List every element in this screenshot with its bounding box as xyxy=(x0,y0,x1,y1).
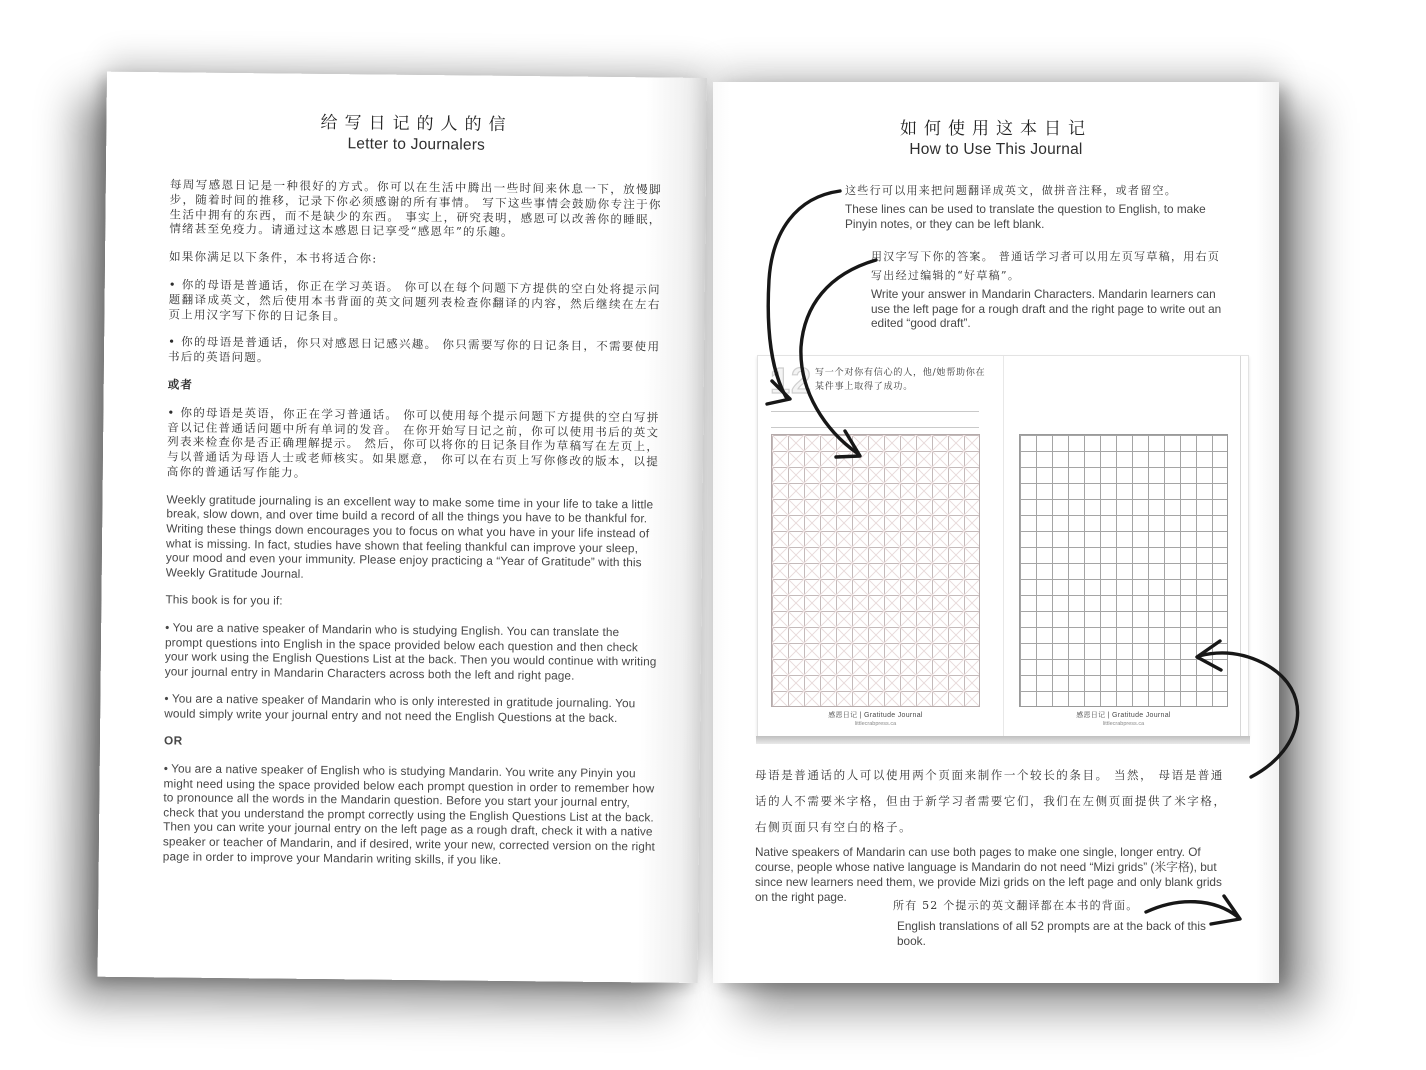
annotation-1-chinese: 这些行可以用来把问题翻译成英文，做拼音注释，或者留空。 xyxy=(845,184,1178,197)
left-page xyxy=(98,72,707,983)
mini-footer-site: littlecrabpress.ca xyxy=(854,721,897,727)
translation-line xyxy=(771,427,979,428)
annotation-1-english: These lines can be used to translate the question to English, to make Pinyin notes, or they can be left blank. xyxy=(845,202,1206,231)
bullet-chinese-1: • 你的母语是普通话，你正在学习英语。 你可以在每个问题下方提供的空白处将提示问题翻译成英文，然后使用本书背面的英文问题列表检查你翻译的内容，然后继续在左右页上用汉字写下你的日记条目。 xyxy=(168,277,661,323)
left-page-title-english: Letter to Journalers xyxy=(347,135,486,154)
left-page-title-chinese: 给写日记的人的信 xyxy=(320,112,513,135)
mini-page-seam xyxy=(1003,356,1004,736)
bullet-chinese-3: • 你的母语是英语，你正在学习普通话。 你可以使用每个提示问题下方提供的空白写拼音以记住普通话问题中所有单词的发音。 在你开始写日记之前，你可以使用书后的英文列表来检查你是否正确理解提示。 然后，你可以将你的日记条目作为草稿写在左页上，与以普通话为母语人士或老师核实。如果愿意， 你可以在右页上写你修改的版本，以提高你的普通话写作能力。 xyxy=(166,405,660,480)
mini-page-edge xyxy=(1240,356,1241,736)
paragraph-english-intro: Weekly gratitude journaling is an excellent way to make some time in your life to take a little break, slow down, and over time build a record of all the things you have to be thankful for. Writing these things down encourages you to focus on what you have in your life instead of what is missing. In fact, studies have shown that feeling thankful can improve your sleep, your mood and even your immunity. Please enjoy practicing a “Year of Gratitude” with this Weekly Gratitude Journal. xyxy=(165,492,654,581)
left-page-body xyxy=(163,177,662,868)
prompt-text: 写一个对你有信心的人，他/她帮助你在某件事上取得了成功。 xyxy=(815,368,986,392)
paragraph-chinese-intro: 每周写感恩日记是一种很好的方式。你可以在生活中腾出一些时间来休息一下，放慢脚步，随着时间的推移，记录下你必须感谢的所有事情。 写下这些事情会鼓励你专注于你生活中拥有的东西，而不是缺少的东西。 事实上，研究表明，感恩可以改善你的睡眠，情绪甚至免疫力。请通过这本感恩日记享受“感恩年”的乐趣。 xyxy=(169,177,662,240)
mizi-grid xyxy=(771,434,980,707)
right-page xyxy=(713,82,1279,983)
paragraph-chinese-condition: 如果你满足以下条件，本书将适合你: xyxy=(169,249,378,266)
translation-line xyxy=(771,411,979,412)
or-label-chinese: 或者 xyxy=(167,377,194,392)
mini-book-bottom-edge xyxy=(756,736,1250,744)
paragraph-mizi-chinese: 母语是普通话的人可以使用两个页面来制作一个较长的条目。 当然， 母语是普通话的人不需要米字格，但由于新学习者需要它们，我们在左侧页面提供了米字格，右侧页面只有空白的格子。 xyxy=(755,768,1227,834)
bullet-english-2: • You are a native speaker of Mandarin who is only interested in gratitude journaling. You would simply write your journal entry and not need the English Questions at the back. xyxy=(164,691,636,725)
paragraph-mizi-english: Native speakers of Mandarin can use both pages to make one single, longer entry. Of course, people whose native language is Mandarin do not need “Mizi grids” (米字格), but since new learners need them, we provide Mizi grids on the left page and only blank grids on the right page. xyxy=(755,845,1222,904)
bullet-english-1: • You are a native speaker of Mandarin who is studying English. You can translate the prompt questions into English in the space provided below each question and then check your work using the English Questions List at the back. Then you would continue with writing your journal entry in Mandarin Characters across both the left and right page. xyxy=(164,620,657,683)
annotation-2-chinese: 用汉字写下你的答案。 普通话学习者可以用左页写草稿，用右页写出经过编辑的“好草稿”。 xyxy=(871,250,1221,283)
mini-footer-site: littlecrabpress.ca xyxy=(1102,721,1145,727)
right-page-title-english: How to Use This Journal xyxy=(909,141,1083,158)
mini-left-footer xyxy=(771,710,980,727)
both-pages-explanation xyxy=(755,762,1233,905)
annotation-2-english: Write your answer in Mandarin Characters. Mandarin learners can use the left page for a rough draft and the right page to write out an edited “good draft”. xyxy=(871,287,1222,331)
mini-footer-title: 感恩日记 | Gratitude Journal xyxy=(828,712,923,719)
bullet-english-3: • You are a native speaker of English who is studying Mandarin. You write any Pinyin you might need using the space provided below each prompt question in order to remember how to pronounce all the words in the Mandarin question. Before you start your journal entry, check that you understand the prompt correctly using the English Questions List at the back. Then you can write your journal entry on the left page as a rough draft, check it with a native speaker or teacher of Mandarin, and if desired, write your new, corrected version on the right page in order to improve your Mandarin writing skills, if you like. xyxy=(162,761,656,867)
mini-right-footer xyxy=(1019,710,1228,727)
annotation-back-of-book xyxy=(893,897,1213,949)
journal-example-thumbnail xyxy=(757,355,1249,736)
prompt-number: 12 xyxy=(770,360,813,401)
mini-footer-title: 感恩日记 | Gratitude Journal xyxy=(1076,712,1171,719)
annotation-translation-lines xyxy=(845,181,1217,231)
annotation-write-answer xyxy=(871,247,1229,331)
blank-grid xyxy=(1019,434,1228,707)
paragraph-english-condition: This book is for you if: xyxy=(165,592,283,608)
right-page-title-chinese: 如何使用这本日记 xyxy=(900,119,1092,139)
annotation-3-english: English translations of all 52 prompts are at the back of this book. xyxy=(897,919,1206,948)
or-label-english: OR xyxy=(163,733,183,749)
bullet-chinese-2: • 你的母语是普通话，你只对感恩日记感兴趣。 你只需要写你的日记条目，不需要使用书后的英语问题。 xyxy=(167,334,661,365)
annotation-3-chinese: 所有 52 个提示的英文翻译都在本书的背面。 xyxy=(893,899,1139,912)
